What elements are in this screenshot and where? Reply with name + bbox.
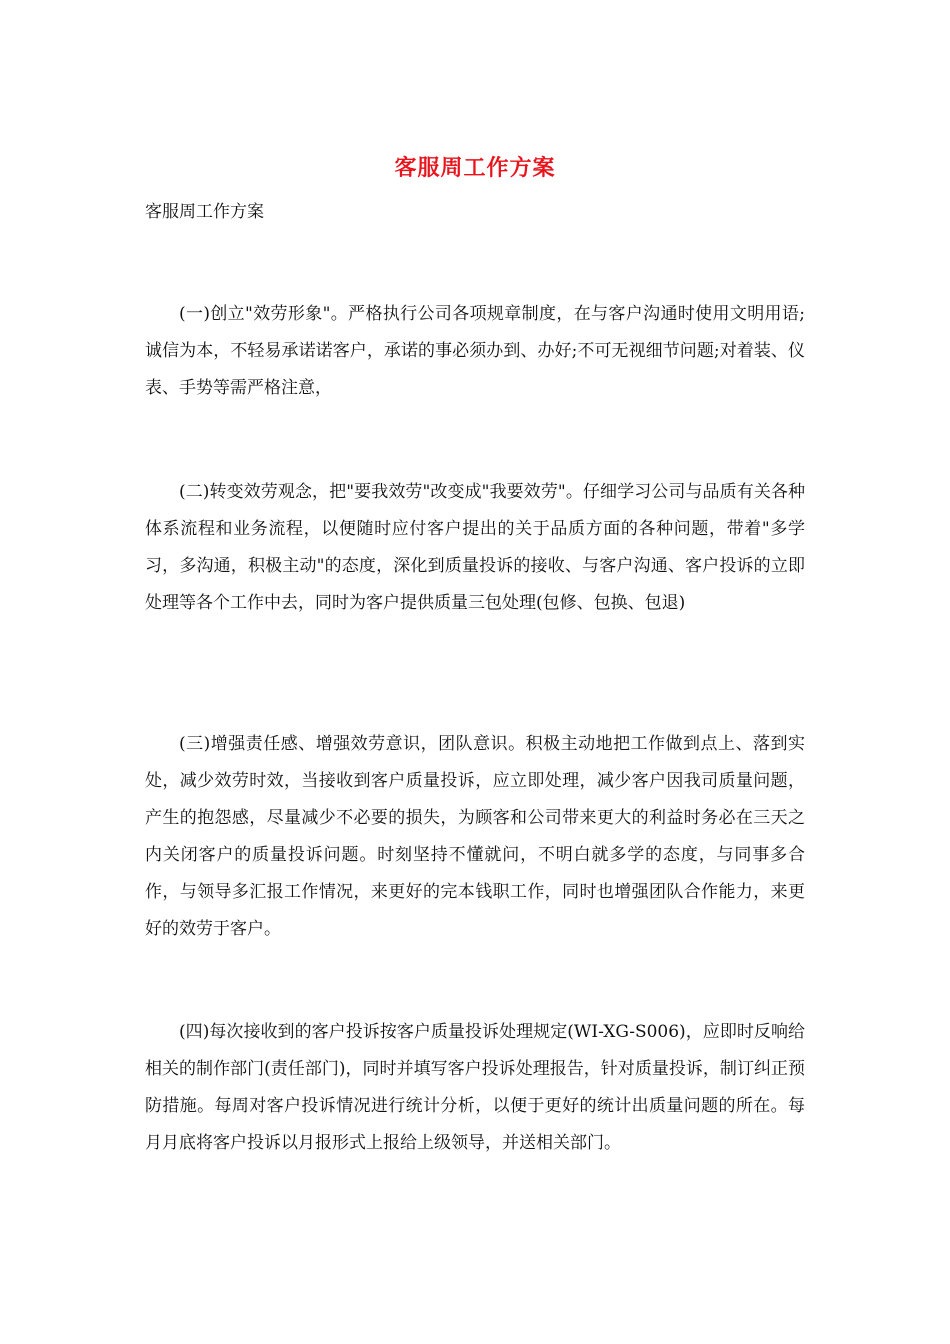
document-subtitle: 客服周工作方案 xyxy=(145,202,264,222)
paragraph-1: (一)创立"效劳形象"。严格执行公司各项规章制度，在与客户沟通时使用文明用语;诚信为本，不轻易承诺诺客户，承诺的事必须办到、办好;不可无视细节问题;对着装、仪表、手势等需严格注意， xyxy=(145,304,805,398)
paragraph-3: (三)增强责任感、增强效劳意识，团队意识。积极主动地把工作做到点上、落到实处，减少效劳时效，当接收到客户质量投诉，应立即处理，减少客户因我司质量问题，产生的抱怨感，尽量减少不必要的损失，为顾客和公司带来更大的利益时务必在三天之内关闭客户的质量投诉问题。时刻坚持不懂就问，不明白就多学的态度，与同事多合作，与领导多汇报工作情况，来更好的完本钱职工作，同时也增强团队合作能力，来更好的效劳于客户。 xyxy=(145,734,805,939)
paragraph-4: (四)每次接收到的客户投诉按客户质量投诉处理规定(WI-XG-S006)，应即时反响给相关的制作部门(责任部门)，同时并填写客户投诉处理报告，针对质量投诉，制订纠正预防措施。每周对客户投诉情况进行统计分析，以便于更好的统计出质量问题的所在。每月月底将客户投诉以月报形式上报给上级领导，并送相关部门。 xyxy=(145,1022,805,1153)
document-title: 客服周工作方案 xyxy=(394,155,556,181)
paragraph-2: (二)转变效劳观念，把"要我效劳"改变成"我要效劳"。仔细学习公司与品质有关各种体系流程和业务流程，以便随时应付客户提出的关于品质方面的各种问题，带着"多学习，多沟通，积极主动"的态度，深化到质量投诉的接收、与客户沟通、客户投诉的立即处理等各个工作中去，同时为客户提供质量三包处理(包修、包换、包退) xyxy=(145,482,805,613)
